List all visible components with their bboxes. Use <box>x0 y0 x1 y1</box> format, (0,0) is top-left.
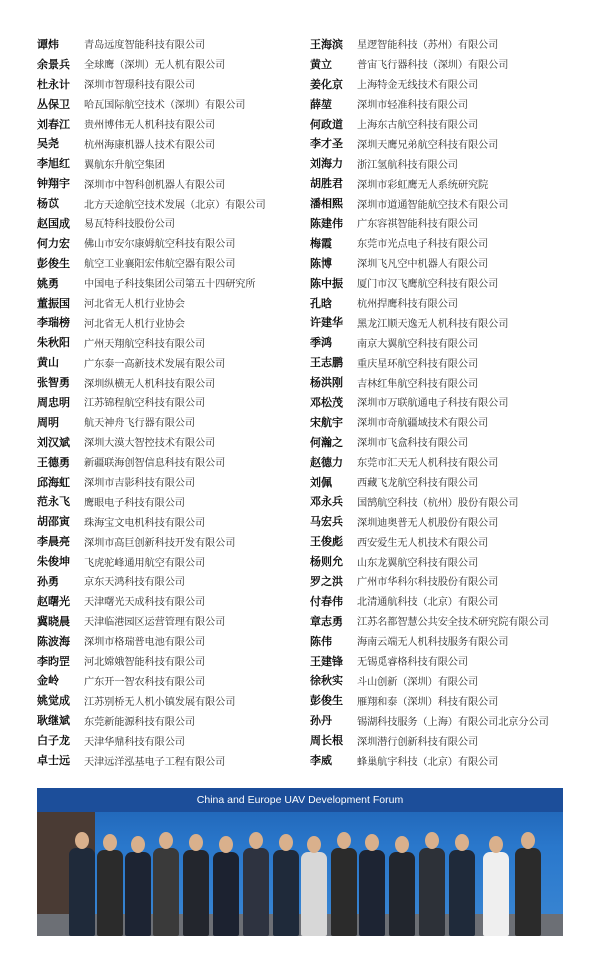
attendee-name: 李晨亮 <box>37 535 70 549</box>
attendee-name: 陈波海 <box>37 634 70 648</box>
attendee-columns <box>37 34 577 770</box>
attendee-organization: 广州天翔航空科技有限公司 <box>84 338 206 350</box>
attendee-entry <box>37 651 310 671</box>
attendee-entry <box>37 253 310 273</box>
attendee-name: 黄立 <box>310 57 332 71</box>
attendee-entry <box>37 293 310 313</box>
right-column <box>310 34 577 770</box>
attendee-organization: 北方天途航空技术发展（北京）有限公司 <box>84 199 266 211</box>
attendee-organization: 深圳市轻准科技有限公司 <box>357 100 468 112</box>
attendee-name: 周长根 <box>310 734 343 748</box>
attendee-entry <box>37 432 310 452</box>
attendee-name: 董振国 <box>37 296 70 310</box>
attendee-organization: 厦门市汉飞鹰航空科技有限公司 <box>357 279 499 291</box>
attendee-organization: 京东天鸿科技有限公司 <box>84 577 185 589</box>
person-head <box>337 832 351 849</box>
attendee-name: 周忠明 <box>37 395 70 409</box>
attendee-name: 胡邵寅 <box>37 515 70 529</box>
attendee-entry <box>37 352 310 372</box>
attendee-entry <box>310 94 577 114</box>
attendee-organization: 上海东古航空科技有限公司 <box>357 120 479 131</box>
attendee-name: 宋航宇 <box>310 415 343 429</box>
person-head <box>75 832 89 849</box>
attendee-organization: 河北省无人机行业协会 <box>84 318 185 330</box>
attendee-organization: 佛山市安尔康姆航空科技有限公司 <box>84 239 236 251</box>
person-silhouette <box>69 832 95 936</box>
attendee-organization: 北清通航科技（北京）有限公司 <box>357 597 499 609</box>
attendee-entry <box>37 74 310 94</box>
person-head <box>489 836 503 853</box>
attendee-entry <box>310 571 577 591</box>
person-head <box>395 836 409 853</box>
attendee-name: 付春伟 <box>310 594 343 608</box>
attendee-organization: 国鹄航空科技（杭州）股份有限公司 <box>357 497 519 509</box>
person-silhouette <box>183 832 209 936</box>
attendee-name: 徐秋实 <box>310 674 343 688</box>
forum-group-photo <box>37 788 563 936</box>
attendee-organization: 深圳市彩虹鹰无人系统研究院 <box>357 179 489 191</box>
attendee-organization: 广东开一智农科技有限公司 <box>84 676 206 688</box>
attendee-entry <box>37 372 310 392</box>
attendee-name: 胡胜君 <box>310 177 343 191</box>
attendee-entry <box>37 94 310 114</box>
attendee-name: 陈中振 <box>310 276 343 290</box>
attendee-entry <box>37 193 310 213</box>
attendee-entry <box>37 233 310 253</box>
attendee-name: 姜化京 <box>310 77 343 91</box>
attendee-name: 章志勇 <box>310 614 343 628</box>
person-head <box>219 836 233 853</box>
attendee-entry <box>310 233 577 253</box>
attendee-name: 吴尧 <box>37 137 59 151</box>
attendee-name: 余景兵 <box>37 57 70 71</box>
attendee-entry <box>37 611 310 631</box>
attendee-organization: 全球鹰（深圳）无人机有限公司 <box>84 60 226 72</box>
attendee-entry <box>310 472 577 492</box>
person-body <box>331 848 357 936</box>
attendee-organization: 杭州海康机器人技术有限公司 <box>84 139 216 151</box>
attendee-organization: 中国电子科技集团公司第五十四研究所 <box>84 279 256 291</box>
person-silhouette <box>359 832 385 936</box>
attendee-entry <box>37 491 310 511</box>
attendee-organization: 深圳市中智科创机器人有限公司 <box>84 179 226 191</box>
person-body <box>483 852 509 936</box>
attendee-organization: 深圳市飞盒科技有限公司 <box>357 438 468 450</box>
attendee-organization: 深圳市格瑞普电池有限公司 <box>84 637 206 649</box>
person-head <box>131 836 145 853</box>
attendee-name: 刘佩 <box>310 475 332 489</box>
attendee-name: 刘春江 <box>37 117 70 131</box>
attendee-entry <box>310 153 577 173</box>
attendee-organization: 哈瓦国际航空技术（深圳）有限公司 <box>84 100 246 112</box>
attendee-name: 刘汉斌 <box>37 435 70 449</box>
attendee-entry <box>310 710 577 730</box>
attendee-entry <box>310 253 577 273</box>
attendee-organization: 易瓦特科技股份公司 <box>84 219 175 231</box>
attendee-organization: 江苏名都智慧公共安全技术研究院有限公司 <box>357 617 549 629</box>
attendee-organization: 斗山创新（深圳）有限公司 <box>357 676 479 688</box>
attendee-entry <box>310 631 577 651</box>
attendee-organization: 深圳市奇航疆域技术有限公司 <box>357 418 489 430</box>
attendee-organization: 锡湖科技服务（上海）有限公司北京分公司 <box>357 716 549 728</box>
attendee-organization: 深圳迪奥普无人机股份有限公司 <box>357 517 499 529</box>
person-body <box>153 848 179 936</box>
attendee-name: 孙丹 <box>310 714 332 728</box>
attendee-name: 孔晗 <box>310 296 332 310</box>
attendee-organization: 深圳飞凡空中机器人有限公司 <box>357 259 489 271</box>
attendee-entry <box>310 372 577 392</box>
attendee-name: 杨洪刚 <box>310 376 343 390</box>
attendee-name: 彭俊生 <box>37 256 70 270</box>
attendee-organization: 航天神舟飞行器有限公司 <box>84 418 195 430</box>
person-silhouette <box>243 832 269 936</box>
attendee-organization: 蜂巢航宇科技（北京）有限公司 <box>357 756 499 768</box>
attendee-organization: 海南云端无人机科技服务有限公司 <box>357 637 509 649</box>
attendee-entry <box>37 34 310 54</box>
attendee-organization: 深圳天鹰兄弟航空科技有限公司 <box>357 139 499 151</box>
attendee-organization: 杭州捍鹰科技有限公司 <box>357 299 458 311</box>
attendee-organization: 广东泰一高新技术发展有限公司 <box>84 358 226 370</box>
person-silhouette <box>483 832 509 936</box>
attendee-entry <box>310 173 577 193</box>
person-body <box>125 852 151 936</box>
person-body <box>449 850 475 936</box>
attendee-organization: 河北省无人机行业协会 <box>84 299 185 311</box>
attendee-entry <box>37 690 310 710</box>
left-column <box>37 34 310 770</box>
attendee-entry <box>37 511 310 531</box>
person-body <box>301 852 327 936</box>
attendee-name: 许建华 <box>310 316 343 330</box>
attendee-entry <box>310 213 577 233</box>
person-body <box>515 848 541 936</box>
attendee-entry <box>37 571 310 591</box>
attendee-organization: 深圳潜行创新科技有限公司 <box>357 736 479 748</box>
attendee-organization: 深圳大漠大智控技术有限公司 <box>84 438 216 450</box>
attendee-entry <box>37 730 310 750</box>
attendee-name: 李才圣 <box>310 137 343 151</box>
person-silhouette <box>213 832 239 936</box>
attendee-organization: 广东容祺智能科技有限公司 <box>357 219 479 231</box>
attendee-organization: 东莞新能源科技有限公司 <box>84 716 195 728</box>
person-silhouette <box>331 832 357 936</box>
attendee-entry <box>37 472 310 492</box>
attendee-entry <box>37 750 310 770</box>
attendee-entry <box>310 432 577 452</box>
person-silhouette <box>153 832 179 936</box>
person-head <box>189 834 203 851</box>
attendee-name: 赵国成 <box>37 216 70 230</box>
attendee-entry <box>310 133 577 153</box>
attendee-entry <box>37 312 310 332</box>
attendee-name: 王德勇 <box>37 455 70 469</box>
attendee-name: 薛堃 <box>310 97 332 111</box>
attendee-entry <box>310 531 577 551</box>
attendee-entry <box>37 671 310 691</box>
attendee-name: 何政道 <box>310 117 343 131</box>
person-head <box>455 834 469 851</box>
attendee-entry <box>310 273 577 293</box>
attendee-organization: 南京大翼航空科技有限公司 <box>357 338 479 350</box>
person-body <box>213 852 239 936</box>
attendee-organization: 黑龙江顺天逸无人机科技有限公司 <box>357 318 509 330</box>
attendee-entry <box>37 392 310 412</box>
attendee-organization: 东莞市光点电子科技有限公司 <box>357 239 489 251</box>
attendee-name: 邓松茂 <box>310 395 343 409</box>
attendee-organization: 吉林红隼航空科技有限公司 <box>357 378 479 390</box>
person-silhouette <box>515 832 541 936</box>
attendee-name: 陈建伟 <box>310 216 343 230</box>
attendee-organization: 天津临港园区运营管理有限公司 <box>84 617 226 629</box>
person-body <box>359 850 385 936</box>
person-head <box>521 832 535 849</box>
attendee-organization: 新疆联海创智信息科技有限公司 <box>84 458 226 470</box>
attendee-name: 赵曙光 <box>37 594 70 608</box>
attendee-organization: 雁翔和泰（深圳）科技有限公司 <box>357 696 499 708</box>
attendee-organization: 飞虎驼峰通用航空有限公司 <box>84 557 206 569</box>
attendee-entry <box>310 312 577 332</box>
attendee-entry <box>37 531 310 551</box>
attendee-entry <box>310 54 577 74</box>
attendee-organization: 西安爱生无人机技术有限公司 <box>357 537 489 549</box>
person-body <box>273 850 299 936</box>
attendee-name: 邓永兵 <box>310 495 343 509</box>
attendee-name: 白子龙 <box>37 734 70 748</box>
person-head <box>365 834 379 851</box>
attendee-organization: 深圳纵横无人机科技有限公司 <box>84 378 216 390</box>
attendee-organization: 河北嫦娥智能科技有限公司 <box>84 657 206 669</box>
attendee-entry <box>310 551 577 571</box>
attendee-organization: 无锡觅睿格科技有限公司 <box>357 657 468 669</box>
attendee-entry <box>310 611 577 631</box>
person-head <box>103 834 117 851</box>
attendee-organization: 翼航东升航空集团 <box>84 159 165 171</box>
attendee-name: 孙勇 <box>37 574 59 588</box>
attendee-organization: 深圳市高巨创新科技开发有限公司 <box>84 537 236 549</box>
person-head <box>425 832 439 849</box>
attendee-name: 周明 <box>37 415 59 429</box>
person-body <box>97 850 123 936</box>
attendee-name: 彭俊生 <box>310 694 343 708</box>
attendee-entry <box>310 392 577 412</box>
attendee-entry <box>310 651 577 671</box>
attendee-organization: 星逻智能科技（苏州）有限公司 <box>357 40 499 52</box>
attendee-name: 朱俊坤 <box>37 555 70 569</box>
person-head <box>159 832 173 849</box>
attendee-name: 王海滨 <box>310 37 343 51</box>
person-body <box>243 848 269 936</box>
attendee-name: 马宏兵 <box>310 515 343 529</box>
attendee-name: 赵德力 <box>310 455 343 469</box>
attendee-organization: 深圳市万联航通电子科技有限公司 <box>357 398 509 410</box>
attendee-entry <box>37 631 310 651</box>
attendee-name: 金岭 <box>37 674 59 688</box>
attendee-organization: 鹰眼电子科技有限公司 <box>84 497 185 509</box>
attendee-entry <box>310 332 577 352</box>
attendee-name: 李瑞榜 <box>37 316 70 330</box>
attendee-entry <box>37 213 310 233</box>
attendee-entry <box>37 133 310 153</box>
attendee-entry <box>310 452 577 472</box>
attendee-entry <box>37 551 310 571</box>
attendee-organization: 贵州博伟无人机科技有限公司 <box>84 120 216 131</box>
attendee-entry <box>37 114 310 134</box>
attendee-entry <box>310 730 577 750</box>
person-silhouette <box>97 832 123 936</box>
attendee-name: 张智勇 <box>37 376 70 390</box>
attendee-name: 杨则允 <box>310 555 343 569</box>
attendee-name: 谭炜 <box>37 37 59 51</box>
attendee-name: 王建锋 <box>310 654 343 668</box>
attendee-entry <box>37 54 310 74</box>
attendee-organization: 重庆星环航空科技有限公司 <box>357 358 479 370</box>
attendee-entry <box>37 710 310 730</box>
attendee-entry <box>37 452 310 472</box>
attendee-organization: 珠海宝文电机科技有限公司 <box>84 517 206 529</box>
person-silhouette <box>419 832 445 936</box>
attendee-name: 陈博 <box>310 256 332 270</box>
attendee-name: 黄山 <box>37 356 59 370</box>
attendee-entry <box>310 671 577 691</box>
attendee-name: 陈伟 <box>310 634 332 648</box>
attendee-organization: 天津远洋泓基电子工程有限公司 <box>84 756 226 768</box>
person-head <box>249 832 263 849</box>
attendee-name: 梅霞 <box>310 236 332 250</box>
attendee-entry <box>310 114 577 134</box>
person-head <box>279 834 293 851</box>
attendee-entry <box>310 690 577 710</box>
attendee-name: 潘相熙 <box>310 197 343 211</box>
attendee-name: 李昀罡 <box>37 654 70 668</box>
attendee-entry <box>310 352 577 372</box>
attendee-entry <box>37 273 310 293</box>
attendee-entry <box>310 193 577 213</box>
attendee-entry <box>310 34 577 54</box>
attendee-name: 李旭红 <box>37 157 70 171</box>
attendee-name: 何力宏 <box>37 236 70 250</box>
attendee-entry <box>37 153 310 173</box>
attendee-entry <box>37 591 310 611</box>
attendee-name: 朱秋阳 <box>37 336 70 350</box>
attendee-name: 王志鹏 <box>310 356 343 370</box>
person-body <box>419 848 445 936</box>
attendee-entry <box>310 591 577 611</box>
attendee-name: 丛保卫 <box>37 97 70 111</box>
attendee-entry <box>310 511 577 531</box>
attendee-entry <box>37 412 310 432</box>
photo-banner: China and Europe UAV Development Forum <box>37 788 563 812</box>
attendee-name: 季鸿 <box>310 336 332 350</box>
attendee-name: 杨苡 <box>37 197 59 211</box>
attendee-name: 李威 <box>310 754 332 767</box>
attendee-name: 王俊彪 <box>310 535 343 549</box>
attendee-name: 范永飞 <box>37 495 70 509</box>
person-body <box>389 852 415 936</box>
attendee-name: 钟翔宇 <box>37 177 70 191</box>
attendee-organization: 航空工业襄阳宏伟航空器有限公司 <box>84 259 236 271</box>
attendee-entry <box>310 74 577 94</box>
attendee-name: 邱海虹 <box>37 475 70 489</box>
attendee-organization: 浙江氢航科技有限公司 <box>357 159 458 171</box>
attendee-organization: 青岛远度智能科技有限公司 <box>84 40 206 52</box>
person-silhouette <box>449 832 475 936</box>
attendee-organization: 天津曙光天成科技有限公司 <box>84 597 206 609</box>
attendee-name: 姚觉成 <box>37 694 70 708</box>
attendee-name: 刘海力 <box>310 157 343 171</box>
attendee-organization: 普宙飞行器科技（深圳）有限公司 <box>357 60 509 72</box>
attendee-organization: 西藏飞龙航空科技有限公司 <box>357 478 479 490</box>
attendee-organization: 江苏锦程航空科技有限公司 <box>84 398 206 410</box>
attendee-organization: 东莞市汇天无人机科技有限公司 <box>357 458 499 470</box>
attendee-name: 罗之洪 <box>310 574 343 588</box>
attendee-entry <box>37 173 310 193</box>
person-silhouette <box>273 832 299 936</box>
person-body <box>69 848 95 936</box>
attendee-name: 卓士远 <box>37 754 70 767</box>
attendee-name: 何瀚之 <box>310 435 343 449</box>
attendee-name: 冀晓晨 <box>37 614 70 628</box>
attendee-organization: 上海特金无线技术有限公司 <box>357 80 479 92</box>
attendee-entry <box>310 491 577 511</box>
attendee-entry <box>37 332 310 352</box>
attendee-organization: 天津华鼎科技有限公司 <box>84 736 185 748</box>
attendee-name: 杜永计 <box>37 77 70 91</box>
person-silhouette <box>125 832 151 936</box>
person-body <box>183 850 209 936</box>
attendee-name: 耿继斌 <box>37 714 70 728</box>
attendee-organization: 深圳市智璟科技有限公司 <box>84 80 195 92</box>
attendee-entry <box>310 750 577 770</box>
attendee-organization: 山东龙翼航空科技有限公司 <box>357 557 479 569</box>
attendee-organization: 广州市华科尔科技股份有限公司 <box>357 577 499 589</box>
person-head <box>307 836 321 853</box>
person-silhouette <box>301 832 327 936</box>
person-silhouette <box>389 832 415 936</box>
attendee-entry <box>310 293 577 313</box>
attendee-organization: 深圳市道通智能航空技术有限公司 <box>357 199 509 211</box>
attendee-organization: 深圳市吉影科技有限公司 <box>84 478 195 490</box>
attendee-organization: 江苏别桥无人机小镇发展有限公司 <box>84 696 236 708</box>
attendee-entry <box>310 412 577 432</box>
attendee-name: 姚勇 <box>37 276 59 290</box>
